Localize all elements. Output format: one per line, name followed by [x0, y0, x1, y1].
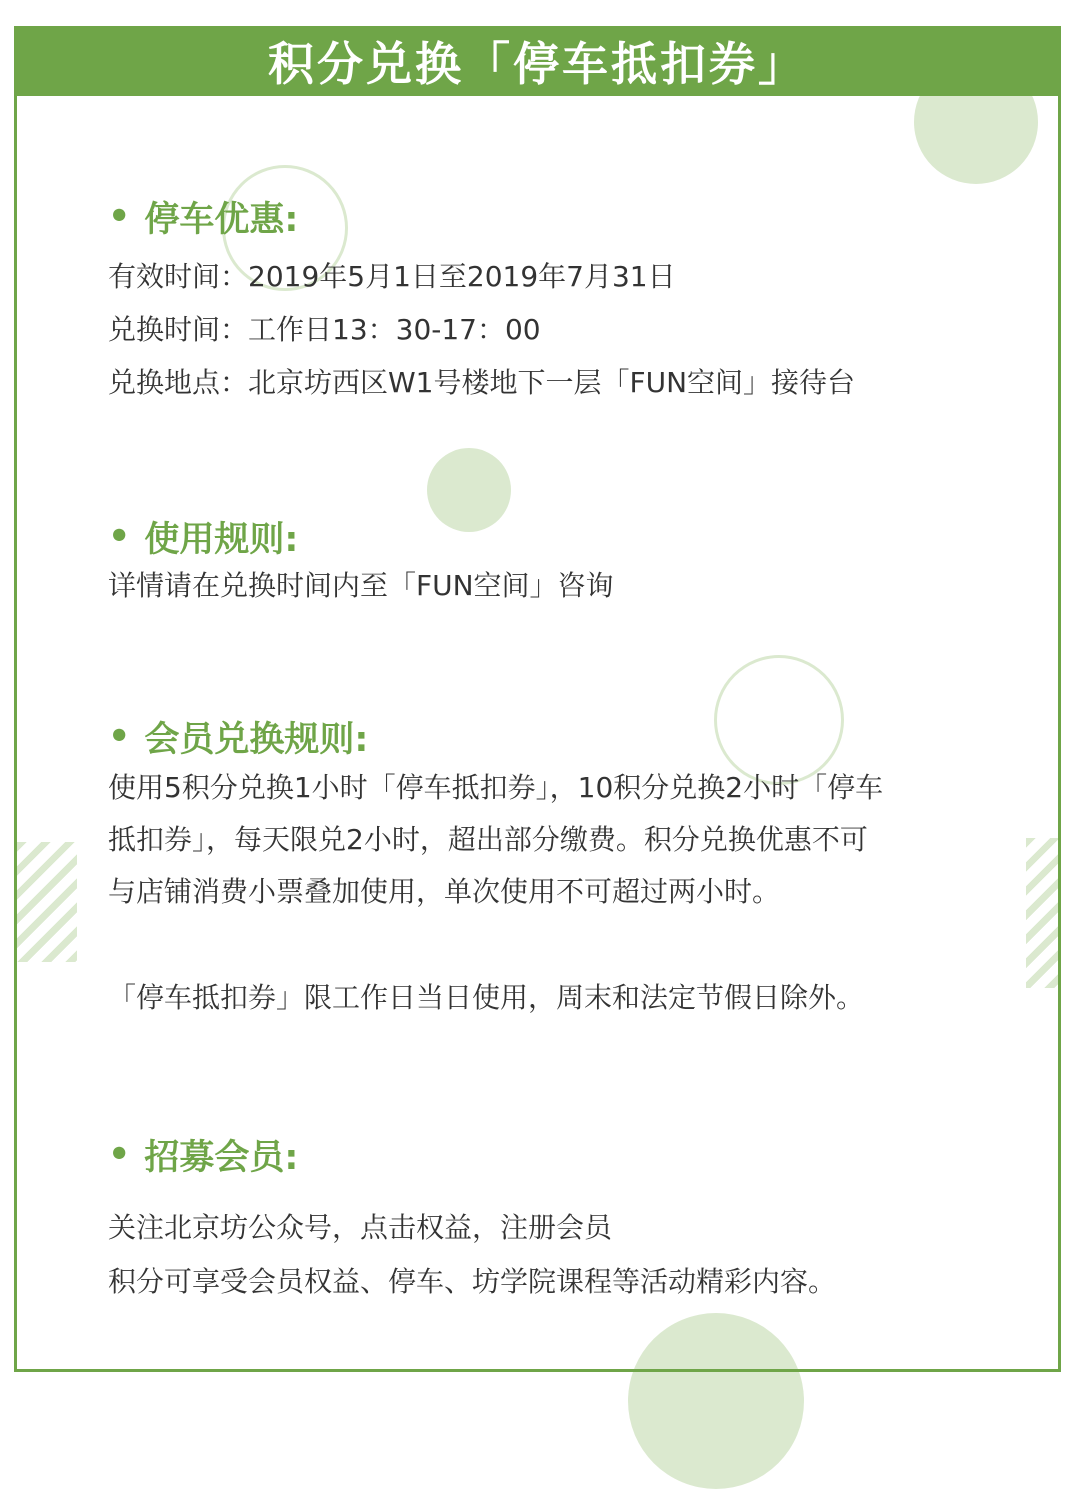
page-title-text: 积分兑换「停车抵扣券」	[268, 37, 807, 91]
member-rule-line-2: 抵扣券」，每天限兑2小时，超出部分缴费。积分兑换优惠不可	[108, 823, 868, 856]
page-title	[14, 26, 1061, 96]
member-rule-line-1: 使用5积分兑换1小时「停车抵扣券」，10积分兑换2小时「停车	[108, 771, 884, 804]
bullet-icon: •	[108, 197, 131, 237]
section-title-recruit	[108, 1130, 298, 1180]
section-title-recruit-text: 招募会员:	[144, 1138, 299, 1178]
bullet-icon: •	[108, 517, 131, 557]
usage-detail: 详情请在兑换时间内至「FUN空间」咨询	[108, 569, 614, 602]
parking-exchange-time: 兑换时间：工作日13：30-17：00	[108, 313, 541, 346]
recruit-line-1: 关注北京坊公众号，点击权益，注册会员	[108, 1211, 613, 1244]
member-rule-line-3: 与店铺消费小票叠加使用，单次使用不可超过两小时。	[108, 875, 781, 908]
section-title-member-text: 会员兑换规则:	[144, 720, 369, 760]
bullet-icon: •	[108, 717, 131, 757]
parking-exchange-location: 兑换地点：北京坊西区W1号楼地下一层「FUN空间」接待台	[108, 366, 856, 399]
section-title-member	[108, 712, 368, 762]
parking-valid-time: 有效时间：2019年5月1日至2019年7月31日	[108, 260, 676, 293]
bullet-icon: •	[108, 1135, 131, 1175]
section-title-parking	[108, 192, 298, 242]
section-title-usage-text: 使用规则:	[144, 520, 299, 560]
recruit-line-2: 积分可享受会员权益、停车、坊学院课程等活动精彩内容。	[108, 1265, 837, 1298]
section-title-usage	[108, 512, 298, 562]
section-title-parking-text: 停车优惠:	[144, 200, 299, 240]
member-rule-line-4: 「停车抵扣券」限工作日当日使用，周末和法定节假日除外。	[108, 981, 865, 1014]
